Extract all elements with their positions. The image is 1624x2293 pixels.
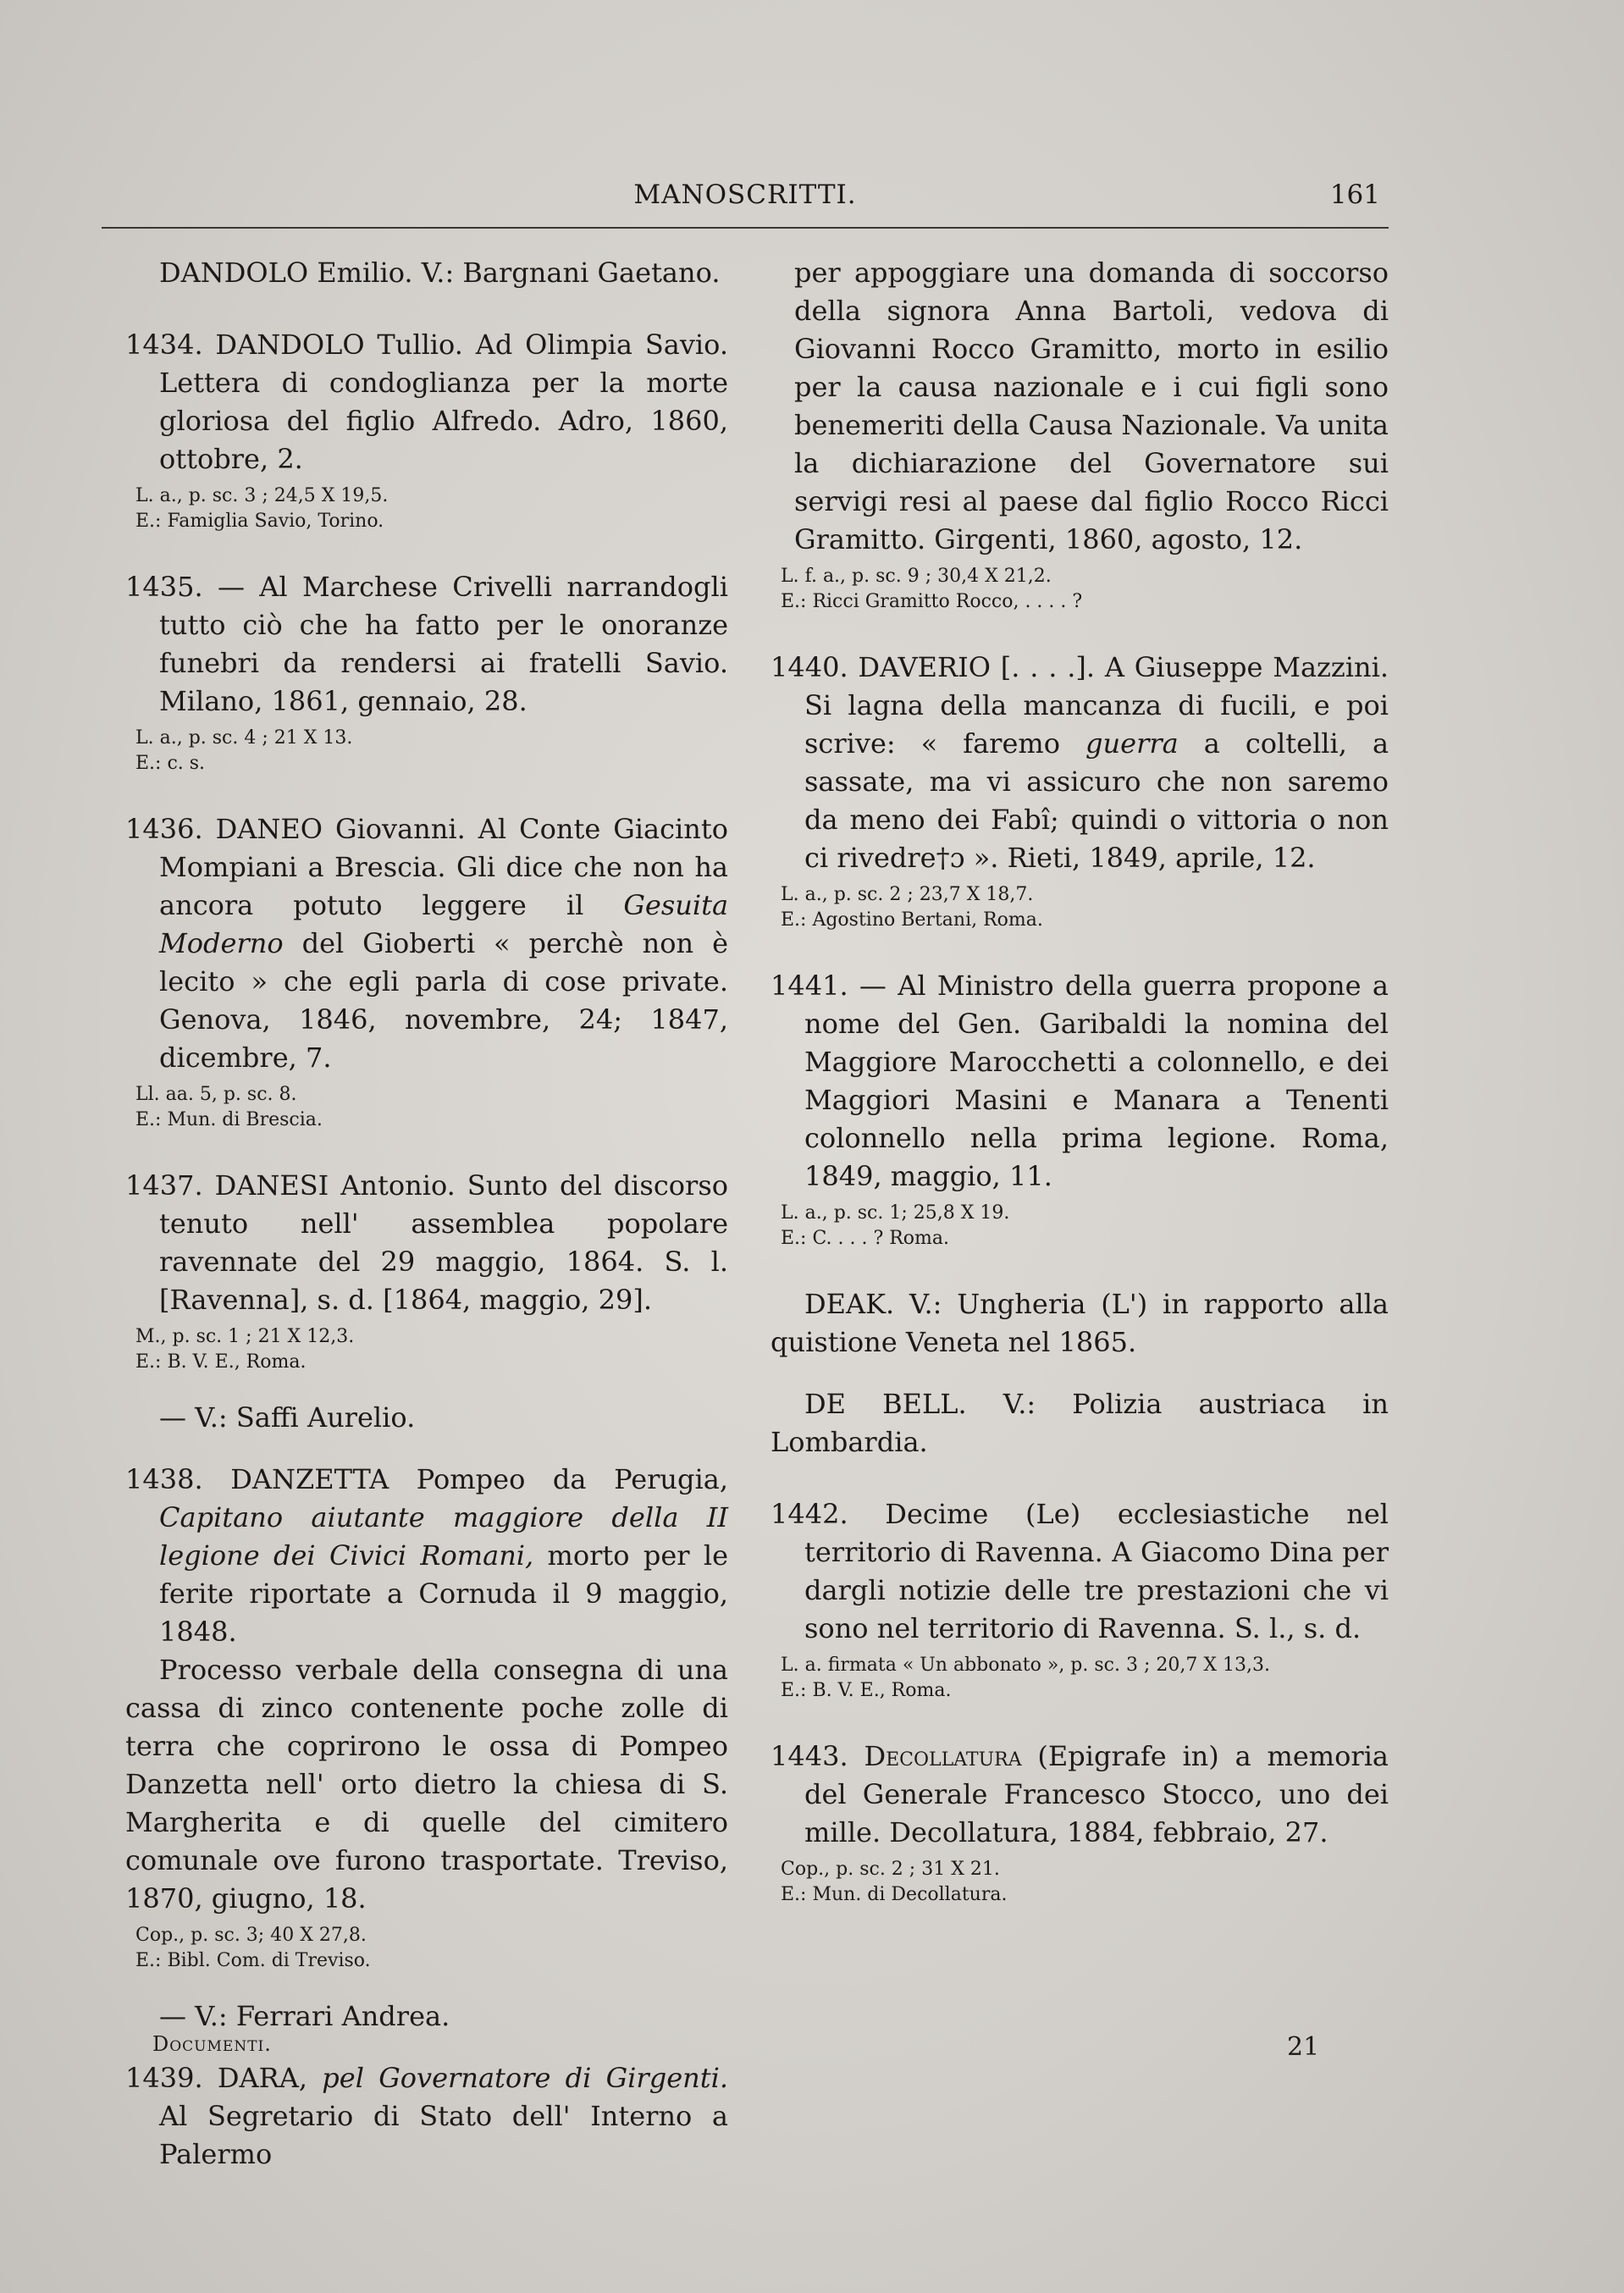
meta-description: L. a., p. sc. 3 ; 24,5 X 19,5. (135, 485, 389, 506)
catalog-entry-1443 (771, 1738, 1389, 1852)
entry-meta (771, 564, 1389, 615)
entry-text: Al Segretario di Stato dell' Interno a Palermo (159, 2100, 728, 2170)
catalog-entry-1440 (771, 649, 1389, 877)
meta-owner: E.: Bibl. Com. di Treviso. (135, 1950, 371, 1971)
entry-text: 1435. — Al Marchese Crivelli narrandogli tutto ciò che ha fatto per le onoranze funebri da rendersi ai fratelli Savio. Milano, 1861, gennaio, 28. (125, 571, 728, 717)
meta-description: L. a., p. sc. 1; 25,8 X 19. (781, 1202, 1010, 1224)
meta-owner: E.: Ricci Gramitto Rocco, . . . . ? (781, 591, 1083, 612)
meta-owner: E.: Agostino Bertani, Roma. (781, 909, 1043, 931)
entry-text: 1443. (771, 1740, 848, 1772)
meta-owner: E.: C. . . . ? Roma. (781, 1228, 950, 1249)
meta-description: Cop., p. sc. 2 ; 31 X 21. (781, 1859, 1000, 1880)
catalog-entry-1436 (125, 810, 728, 1077)
cross-reference: DEAK. V.: Ungheria (L') in rapporto alla quistione Veneta nel 1865. (771, 1288, 1389, 1358)
right-column (771, 254, 1389, 1908)
entry-text: 1440. DAVERIO [. . . .]. A Giuseppe Mazzini. Si lagna della mancanza di fucili, e poi scrive: « faremo (771, 651, 1389, 760)
meta-owner: E.: Famiglia Savio, Torino. (135, 511, 384, 532)
cross-reference: DE BELL. V.: Polizia austriaca in Lombardia. (771, 1388, 1389, 1458)
entry-text: 1434. DANDOLO Tullio. Ad Olimpia Savio. Lettera di condoglianza per la morte gloriosa del figlio Alfredo. Adro, 1860, ottobre, 2. (125, 329, 728, 475)
entry-meta (125, 483, 728, 534)
entry-text: a coltelli, a sassate, ma vi assicuro che non saremo da meno dei Fabî; quindi o vittoria o non ci rivedre†ɔ ». Rieti, 1849, aprile, 12. (804, 727, 1389, 874)
entry-title-italic: Capitano aiutante maggiore della II legione dei Civici Romani, (159, 1501, 728, 1572)
meta-owner: E.: Mun. di Brescia. (135, 1109, 323, 1130)
cross-reference: — V.: Saffi Aurelio. (159, 1401, 416, 1434)
entry-text: 1442. Decime (Le) ecclesiastiche nel territorio di Ravenna. A Giacomo Dina per dargli notizie delle tre prestazioni che vi sono nel territorio di Ravenna. S. l., s. d. (771, 1498, 1389, 1644)
meta-description: L. a., p. sc. 2 ; 23,7 X 18,7. (781, 884, 1034, 905)
meta-owner: E.: B. V. E., Roma. (135, 1351, 307, 1373)
catalog-entry-1442 (771, 1495, 1389, 1648)
meta-description: L. a. firmata « Un abbonato », p. sc. 3 ; 20,7 X 13,3. (781, 1655, 1270, 1676)
signature-mark: Documenti. (152, 2032, 272, 2056)
catalog-entry-1434 (125, 326, 728, 478)
entry-text: 1436. DANEO Giovanni. Al Conte Giacinto Mompiani a Brescia. Gli dice che non ha ancora potuto leggere il (125, 813, 728, 921)
catalog-entry-1439 (125, 2059, 728, 2174)
entry-text: del Gioberti « perchè non è lecito » che egli parla di cose private. Genova, 1846, novembre, 24; 1847, dicembre, 7. (159, 927, 729, 1074)
entry-quote-italic: guerra (1085, 727, 1179, 760)
entry-meta (125, 1923, 728, 1974)
catalog-entry-1441 (771, 967, 1389, 1196)
entry-text: 1439. DARA, (125, 2062, 308, 2094)
entry-place-smallcaps: Decollatura (864, 1740, 1022, 1772)
entry-title-italic: Gesuita Moderno (159, 889, 729, 959)
entry-meta (771, 1201, 1389, 1251)
catalog-entry-1437 (125, 1167, 728, 1319)
sheet-number: 21 (1287, 2032, 1320, 2062)
entry-text: 1438. DANZETTA Pompeo da Perugia, (125, 1463, 728, 1495)
entry-meta (125, 1324, 728, 1375)
catalog-entry-1439-continued (771, 254, 1389, 559)
catalog-entry-1435 (125, 568, 728, 721)
entry-text: morto per le ferite riportate a Cornuda il 9 maggio, 1848. (159, 1539, 729, 1648)
meta-owner: E.: B. V. E., Roma. (781, 1680, 952, 1701)
entry-meta (771, 1653, 1389, 1704)
meta-description: Ll. aa. 5, p. sc. 8. (135, 1084, 297, 1105)
cross-reference: — V.: Ferrari Andrea. (159, 2000, 450, 2032)
entry-meta (125, 1082, 728, 1133)
meta-description: L. a., p. sc. 4 ; 21 X 13. (135, 727, 353, 749)
meta-description: L. f. a., p. sc. 9 ; 30,4 X 21,2. (781, 566, 1052, 587)
entry-text: 1441. — Al Ministro della guerra propone a nome del Gen. Garibaldi la nomina del Maggiore Marocchetti a colonnello, e dei Maggiori Masini e Manara a Tenenti colonnello nella prima legione. Roma, 1849, maggio, 11. (771, 970, 1389, 1192)
entry-meta (771, 1857, 1389, 1908)
meta-description: Cop., p. sc. 3; 40 X 27,8. (135, 1925, 367, 1946)
catalog-entry-1438 (125, 1461, 728, 1918)
entry-description: Processo verbale della consegna di una cassa di zinco contenente poche zolle di terra che coprirono le ossa di Pompeo Danzetta nell' orto dietro la chiesa di S. Margherita e di quelle del cimitero comunale ove furono trasportate. Treviso, 1870, giugno, 18. (125, 1654, 728, 1915)
running-header (102, 180, 1389, 213)
header-rule (102, 227, 1389, 229)
entry-title-italic: pel Governatore di Girgenti. (322, 2062, 729, 2094)
entry-text: (Epigrafe in) a memoria del Generale Francesco Stocco, uno dei mille. Decollatura, 1884, febbraio, 27. (804, 1740, 1389, 1848)
meta-owner: E.: Mun. di Decollatura. (781, 1884, 1008, 1905)
meta-description: M., p. sc. 1 ; 21 X 12,3. (135, 1326, 355, 1347)
page-number: 161 (1329, 180, 1380, 210)
page-title: MANOSCRITTI. (633, 180, 857, 210)
cross-reference: DANDOLO Emilio. V.: Bargnani Gaetano. (159, 257, 721, 289)
entry-text: per appoggiare una domanda di soccorso della signora Anna Bartoli, vedova di Giovanni Rocco Gramitto, morto in esilio per la causa nazionale e i cui figli sono benemeriti della Causa Nazionale. Va unita la dichiarazione del Governatore sui servigi resi al paese dal figlio Rocco Ricci Gramitto. Girgenti, 1860, agosto, 12. (794, 257, 1389, 555)
entry-meta (125, 726, 728, 776)
left-column (125, 254, 728, 2174)
entry-meta (771, 882, 1389, 933)
entry-text: 1437. DANESI Antonio. Sunto del discorso tenuto nell' assemblea popolare ravennate del 29 maggio, 1864. S. l. [Ravenna], s. d. [1864, maggio, 29]. (125, 1169, 728, 1316)
meta-owner: E.: c. s. (135, 753, 206, 774)
